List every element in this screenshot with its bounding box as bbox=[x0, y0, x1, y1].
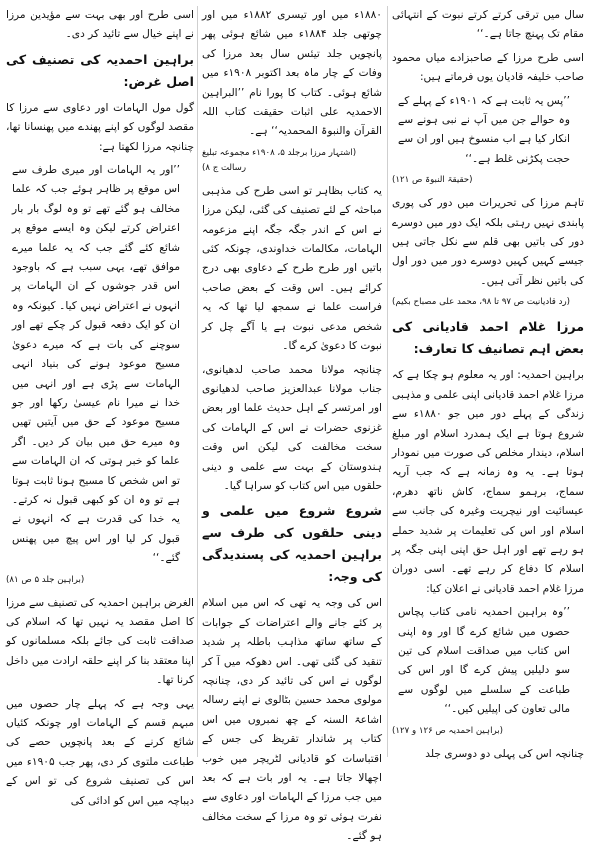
paragraph: یہ کتاب بظاہر تو اسی طرح کی مذہبی مباحثہ کے لئے تصنیف کی گئی، لیکن مرزا نے اس کے اندر جگہ جگہ اپنے مزعومہ الہامات، مکالمات خداوندی، چونکہ کئی باتیں اور طرح طرح کے دعاوی بھی درج کرائے ہیں۔ اس وقت کے بعض صاحب فراست علما نے سمجھ لیا تھا کہ یہ شخص مدعی نبوت ہے یا آگے چل کر نبوت کا دعویٰ کرے گا۔ bbox=[202, 184, 382, 353]
quotation: ’’پس یہ ثابت ہے کہ ۱۹۰۱ء کے پہلے کے وہ حوالے جن میں آپ نے نبی ہونے سے انکار کیا ہے اب منسوخ ہیں اور ان سے حجت پکڑنی غلط ہے۔‘‘ bbox=[398, 94, 570, 165]
citation: (اشتہار مرزا برجلد ۵، ۱۹۰۸ء مجموعہ تبلیغ رسالت ج ۸) bbox=[202, 147, 357, 173]
paragraph: اسی طرح اور بھی بہت سے مؤیدین مرزا نے اپنے خیال سے تائید کر دی۔ bbox=[6, 9, 194, 41]
column-left bbox=[6, 6, 194, 815]
quotation: ’’اور یہ الہامات اور میری طرف سے اس موقع پر ظاہر ہوئے جب کہ علما مخالف ہو گئے تھے تو وہ لوگ بار بار اعتراض کرتے لیکن وہ ایسے موقع پر شائع کئے گئے جب کہ یہ علما میرے موافق تھے، یہی سبب ہے کہ باوجود اس قدر جوشوں کے ان الہامات پر انہوں نے اعتراض نہیں کیا۔ کیونکہ وہ ان کو ایک دفعہ قبول کر چکے تھے اور سوچنے کی بات ہے کہ میرے دعویٰ مسیح موعود ہونے کی بنیاد انہی الہامات سے پڑی ہے اور انہی میں خدا نے میرا نام عیسیٰ رکھا اور جو مسیح موعود کے حق میں آیتیں تھیں وہ میرے حق میں بیان کر دیں۔ اگر علما کو خبر ہوتی کہ ان الہامات سے تو اس شخص کا مسیح ہونا ثابت ہوتا ہے تو وہ ان کو کبھی قبول نہ کرتے۔ یہ خدا کی قدرت ہے کہ انہوں نے قبول کر لیا اور اس پیچ میں پھنس گئے۔‘‘ bbox=[12, 164, 180, 565]
paragraph: چنانچہ اس کی پہلی دو دوسری جلد bbox=[425, 747, 584, 760]
section-heading: براہین احمدیہ کی تصنیف کی اصل غرض: bbox=[6, 51, 194, 89]
paragraph: براہین احمدیہ: اور یہ معلوم ہو چکا ہے کہ مرزا غلام احمد قادیانی اپنی علمی و مذہبی زندگی کے پہلے دور میں جو ۱۸۸۰ء سے شروع ہوتا ہے ایک ہمدرد اسلام اور مبلغ اسلام، دیندار مخلص کی صورت میں نمودار ہوتا ہے۔ یہ وہ زمانہ ہے کہ جب آریہ سماج، برہمو سماج، کاش ناتھ دھرم، عیسائیت اور نیچریت وغیرہ کی جانب سے اسلام اور اس کی تعلیمات پر شدید حملے ہو رہے تھے اور اہل حق اپنی اپنی جگہ پر اسلام کا دفاع کر رہے تھے۔ اسی دوران مرزا غلام احمد قادیانی نے اعلان کیا: bbox=[392, 369, 584, 595]
paragraph: اسی طرح مرزا کے صاحبزادے میاں محمود صاحب خلیفہ قادیان یوں فرماتے ہیں: bbox=[392, 51, 584, 84]
paragraph: سال میں ترقی کرتے کرتے نبوت کے انتہائی مقام تک پہنچ جاتا ہے۔‘‘ bbox=[392, 9, 584, 41]
paragraph: تاہم مرزا کی تحریرات میں دور کی پوری پابندی نہیں رہتی بلکہ ایک دور میں دوسرے دور کی باتیں بھی قلم سے نکل جاتی ہیں جیسے کہیں کہیں دوسرے دور میں دور اول کی باتیں نظر آتی ہیں۔ bbox=[392, 197, 584, 287]
paragraph: اس کی وجہ یہ تھی کہ اس میں اسلام پر کئے جانے والے اعتراضات کے جوابات کے ساتھ ساتھ مذاہب باطلہ پر شدید تنقید کی گئی تھی۔ اس دھوکہ میں آ کر لوگوں نے اس کی تائید کر دی، چنانچہ مولوی محمد حسین بٹالوی نے اپنے رسالہ اشاعۃ السنہ کے چھ نمبروں میں اس کتاب پر شاندار تقریظ کی جس کے اقتباسات کو قادیانی لٹریچر میں خوب اچھالا جاتا ہے۔ یہ اور بات ہے کہ بعد میں جب مرزا کے الہامات اور دعاوی سے نفرت ہوئی تو وہ مرزا کے سخت مخالف ہو گئے۔ bbox=[202, 597, 382, 843]
citation: (رد قادیانیت ص ۹۷ تا ۹۸، محمد علی مصباح بکیم) bbox=[392, 297, 570, 308]
column-middle bbox=[202, 6, 382, 851]
column-divider bbox=[197, 6, 198, 757]
column-right bbox=[392, 6, 584, 768]
paragraph: ۱۸۸۰ء میں اور تیسری ۱۸۸۲ء میں اور چوتھی جلد ۱۸۸۴ء میں شائع ہوئی پھر پانچویں جلد تیئس سال بعد مرزا کی وفات کے چار ماہ بعد اکتوبر ۱۹۰۸ء میں شائع ہوئی۔ کتاب کا پورا نام ’’البراہین الاحمدیہ علی اثبات حقیقت کتاب اللہ القرآن والنبوۃ المحمدیہ‘‘ ہے۔ bbox=[202, 9, 382, 138]
citation: (براہین احمدیہ ص ۱۲۶ و ۱۲۷) bbox=[392, 725, 503, 736]
section-heading: شروع شروع میں علمی و دینی حلقوں کی طرف سے براہین احمدیہ کی پسندیدگی کی وجہ: bbox=[202, 503, 382, 585]
paragraph: یہی وجہ ہے کہ پہلے چار حصوں میں مبہم قسم کے الہامات اور چونکہ کئیاں شائع کرنے کے بعد پانچویں حصے کی طباعت ملتوی کر دی، پھر جب ۱۹۰۵ء میں اس کی تصنیف شروع کی تو اس کے دیباچہ میں اس کو ادائی کی bbox=[6, 697, 194, 807]
section-heading: مرزا غلام احمد قادیانی کی بعض اہم تصانیف کا تعارف: bbox=[392, 319, 584, 357]
citation: (حقیقۃ النبوۃ ص ۱۲۱) bbox=[392, 175, 473, 186]
quotation: ’’وہ براہین احمدیہ نامی کتاب پچاس حصوں میں شائع کرے گا اور وہ اپنی اس کتاب میں صداقت اسلام کی تین سو دلیلیں پیش کرے گا اور اس کی طباعت کے سلسلے میں لوگوں سے مالی تعاون کی اپیلیں کیں۔‘‘ bbox=[398, 606, 570, 716]
column-divider bbox=[387, 6, 388, 757]
paragraph: گول مول الہامات اور دعاوی سے مرزا کا مقصد لوگوں کو اپنے پھندے میں پھنسانا تھا، چنانچہ مرزا لکھتا ہے: bbox=[6, 101, 194, 153]
paragraph: الغرض براہین احمدیہ کی تصنیف سے مرزا کا اصل مقصد یہ نہیں تھا کہ اسلام کی صداقت ثابت کی جائے بلکہ مسلمانوں کو اپنا معتقد بنا کر اپنے حلقہ ارادت میں داخل کرنا تھا۔ bbox=[6, 596, 194, 687]
paragraph: چنانچہ مولانا محمد صاحب لدھیانوی، جناب مولانا عبدالعزیز صاحب لدھیانوی اور امرتسر کے اہل حدیث علما اور بعض غزنوی حضرات نے اس کے الہامات کی سخت مخالفت کی لیکن اس وقت ہندوستان کے بہت سے علمی و دینی حلقوں میں اس کتاب کو سراہا گیا۔ bbox=[202, 363, 382, 492]
citation: (براہین جلد ۵ ص ۸۱) bbox=[6, 574, 85, 585]
